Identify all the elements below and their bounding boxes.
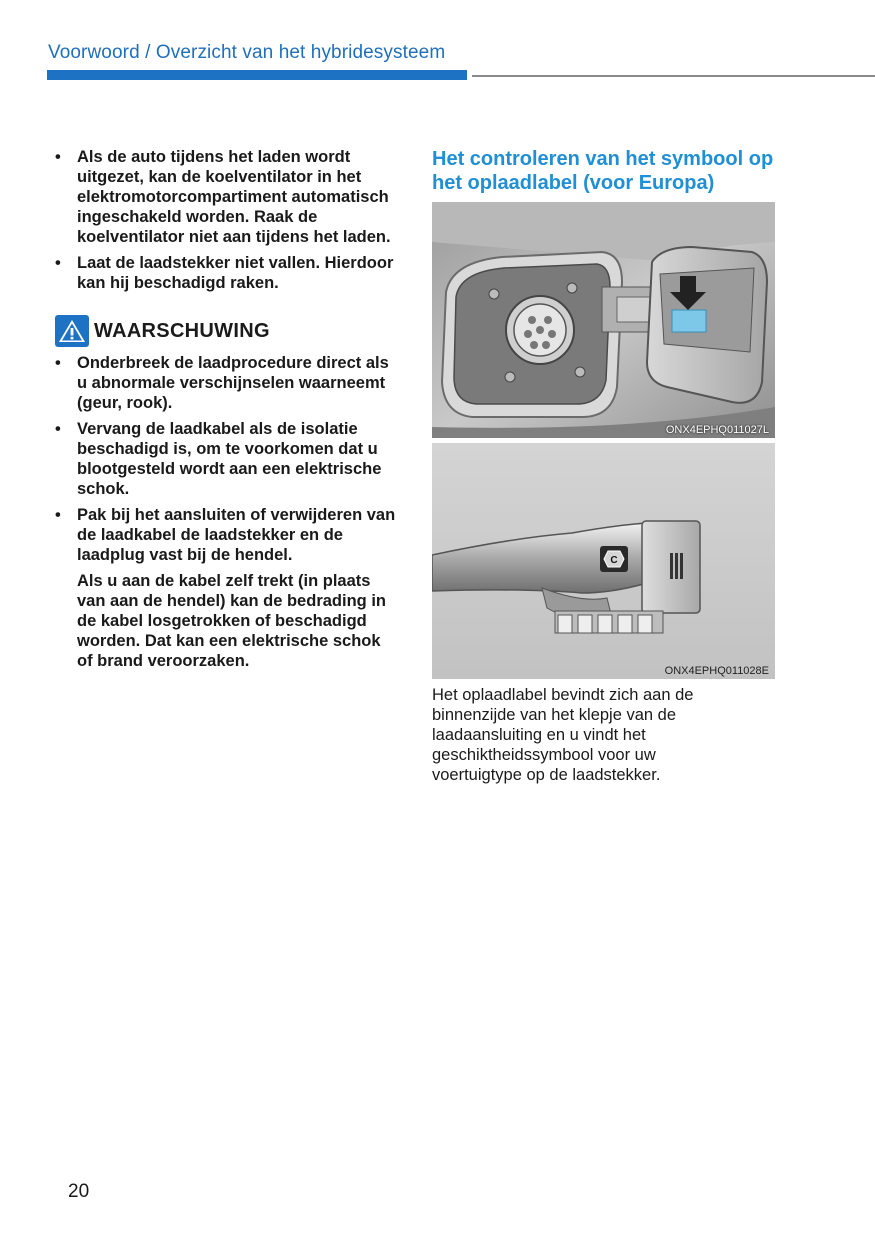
- list-item: • Laat de laadstekker niet vallen. Hierdoor kan hij beschadigd raken.: [55, 254, 394, 292]
- figure-code: ONX4EPHQ011028E: [664, 665, 769, 677]
- figure-caption: Het oplaadlabel bevindt zich aan de binnenzijde van het klepje van de laadaansluiting en u vindt het geschiktheidssymbool voor uw voertuigtype op de laadstekker.: [432, 686, 694, 784]
- page-number: 20: [68, 1181, 90, 1202]
- compatibility-symbol-letter: C: [610, 555, 618, 566]
- caution-list: [55, 147, 400, 293]
- header-rule: [472, 75, 875, 77]
- list-item: • Pak bij het aansluiten of verwijderen van de laadkabel de laadstekker en de laadplug vast bij de hendel. Als u aan de kabel zelf trekt (in plaats van aan de hendel) kan de bedrading in de kabel losgetrokken of beschadigd worden. Dat kan een elektrische schok of brand veroorzaken.: [55, 505, 400, 671]
- header-accent-bar: [47, 70, 467, 80]
- warning-list: [55, 353, 400, 671]
- section-title: Het controleren van het symbool op het oplaadlabel (voor Europa): [432, 148, 774, 194]
- list-item: • Als de auto tijdens het laden wordt uitgezet, kan de koelventilator in het elektromotorcompartiment automatisch ingeschakeld worden. Raak de koelventilator niet aan tijdens het laden.: [55, 148, 391, 246]
- list-item: • Onderbreek de laadprocedure direct als u abnormale verschijnselen waarneemt (geur, rook).: [55, 354, 389, 412]
- charging-port-figure: [432, 202, 775, 438]
- charging-plug-figure: [432, 443, 775, 679]
- left-column: [55, 147, 400, 677]
- charging-port-illustration: [432, 202, 775, 438]
- figure-code: ONX4EPHQ011027L: [665, 424, 769, 436]
- charging-plug-illustration: [432, 443, 775, 679]
- list-item: • Vervang de laadkabel als de isolatie beschadigd is, om te voorkomen dat u blootgesteld wordt aan een elektrische schok.: [55, 420, 382, 498]
- right-column: [432, 147, 777, 785]
- warning-triangle-icon: [55, 315, 89, 347]
- warning-title: WAARSCHUWING: [94, 319, 270, 342]
- list-item-continuation: Als u aan de kabel zelf trekt (in plaats van aan de hendel) kan de bedrading in de kabel losgetrokken of beschadigd worden. Dat kan een elektrische schok of brand veroorzaken.: [77, 572, 386, 670]
- warning-header: [55, 315, 400, 347]
- page-header-title: Voorwoord / Overzicht van het hybridesysteem: [48, 42, 446, 63]
